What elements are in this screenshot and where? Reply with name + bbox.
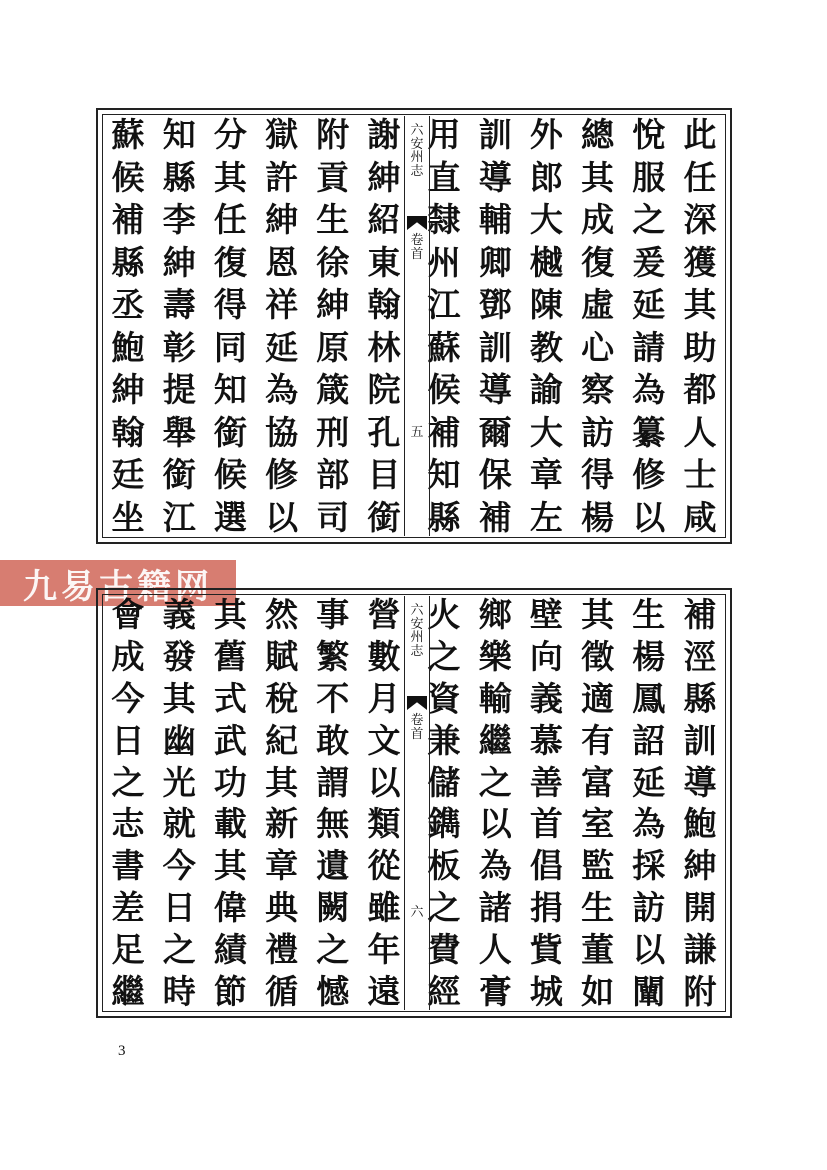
character: 其: [683, 285, 717, 325]
character: 獄: [265, 115, 299, 154]
character: 直: [427, 157, 461, 197]
character: 以: [632, 497, 666, 537]
character: 兼: [427, 720, 461, 760]
right-half-leaf-5: [424, 115, 720, 537]
character: 繁: [316, 636, 350, 676]
character: 紳: [683, 846, 717, 886]
character: 翰: [367, 285, 401, 325]
character: 紹: [367, 200, 401, 240]
text-column: [364, 115, 404, 537]
character: 章: [265, 846, 299, 886]
character: 義: [529, 678, 563, 718]
character: 典: [265, 888, 299, 928]
character: 新: [265, 804, 299, 844]
book-title: [405, 124, 429, 179]
character: 大: [529, 200, 563, 240]
character: 訓: [478, 327, 512, 367]
character: 鐫: [427, 804, 461, 844]
character: 孔: [367, 412, 401, 452]
character: 然: [265, 595, 299, 634]
character: 儲: [427, 762, 461, 802]
page-block-bottom: [96, 588, 732, 1018]
fish-tail-mark-icon: [407, 696, 427, 710]
character: 卷: [410, 713, 424, 728]
character: 延: [632, 285, 666, 325]
character: 其: [581, 595, 615, 634]
character: 涇: [683, 636, 717, 676]
character: 義: [162, 595, 196, 634]
character: 有: [581, 720, 615, 760]
character: 陳: [529, 285, 563, 325]
text-column: [262, 595, 302, 1011]
character: 賦: [265, 636, 299, 676]
character: 之: [632, 200, 666, 240]
character: 獲: [683, 242, 717, 282]
character: 修: [632, 455, 666, 495]
character: 此: [683, 115, 717, 154]
character: 延: [632, 762, 666, 802]
character: 卷: [410, 233, 424, 248]
character: 訪: [581, 412, 615, 452]
character: 原: [316, 327, 350, 367]
character: 候: [111, 157, 145, 197]
character: 鮑: [111, 327, 145, 367]
character: 爾: [478, 412, 512, 452]
character: 郎: [529, 157, 563, 197]
character: 協: [265, 412, 299, 452]
character: 捐: [529, 888, 563, 928]
character: 成: [111, 636, 145, 676]
text-column: [313, 595, 353, 1011]
character: 日: [162, 888, 196, 928]
character: 東: [367, 242, 401, 282]
character: 縣: [162, 157, 196, 197]
book-title: [405, 604, 429, 659]
character: 鮑: [683, 804, 717, 844]
character: 刑: [316, 412, 350, 452]
character: 其: [213, 595, 247, 634]
character: 倡: [529, 846, 563, 886]
character: 文: [367, 720, 401, 760]
character: 鄉: [478, 595, 512, 634]
character: 知: [427, 455, 461, 495]
character: 鳳: [632, 678, 666, 718]
character: 州: [410, 150, 424, 166]
watermark: 九易古籍网: [0, 560, 236, 606]
character: 今: [111, 678, 145, 718]
character: 紳: [316, 285, 350, 325]
character: 紳: [265, 200, 299, 240]
character: 樾: [529, 242, 563, 282]
character: 選: [213, 497, 247, 537]
character: 復: [213, 242, 247, 282]
character: 之: [478, 762, 512, 802]
character: 李: [162, 200, 196, 240]
character: 銜: [162, 455, 196, 495]
character: 院: [367, 370, 401, 410]
character: 城: [529, 971, 563, 1011]
character: 江: [427, 285, 461, 325]
character: 適: [581, 678, 615, 718]
character: 費: [427, 930, 461, 969]
character: 候: [213, 455, 247, 495]
character: 訓: [683, 720, 717, 760]
character: 丞: [111, 285, 145, 325]
character: 徐: [316, 242, 350, 282]
text-column: [578, 595, 618, 1011]
character: 善: [529, 762, 563, 802]
text-column: [680, 115, 720, 537]
character: 時: [162, 971, 196, 1011]
character: 彰: [162, 327, 196, 367]
character: 無: [316, 804, 350, 844]
character: 徵: [581, 636, 615, 676]
character: 以: [478, 804, 512, 844]
character: 向: [529, 636, 563, 676]
character: 式: [213, 678, 247, 718]
character: 為: [478, 846, 512, 886]
character: 類: [367, 804, 401, 844]
character: 壽: [162, 285, 196, 325]
character: 經: [427, 971, 461, 1011]
character: 月: [367, 678, 401, 718]
character: 其: [162, 678, 196, 718]
character: 州: [410, 630, 424, 646]
character: 補: [683, 595, 717, 634]
character: 監: [581, 846, 615, 886]
character: 稅: [265, 678, 299, 718]
character: 銜: [213, 412, 247, 452]
character: 志: [410, 163, 424, 179]
character: 六: [410, 603, 424, 618]
character: 富: [581, 762, 615, 802]
character: 教: [529, 327, 563, 367]
character: 火: [427, 595, 461, 634]
character: 林: [367, 327, 401, 367]
character: 士: [683, 455, 717, 495]
character: 恩: [265, 242, 299, 282]
character: 詔: [632, 720, 666, 760]
character: 循: [265, 971, 299, 1011]
left-half-leaf-5: [108, 115, 404, 537]
center-fold-column: [404, 116, 430, 536]
text-column: [680, 595, 720, 1011]
character: 生: [316, 200, 350, 240]
character: 知: [162, 115, 196, 154]
character: 之: [111, 762, 145, 802]
character: 卿: [478, 242, 512, 282]
character: 服: [632, 157, 666, 197]
character: 縣: [111, 242, 145, 282]
character: 導: [683, 762, 717, 802]
fish-tail-mark-icon: [407, 216, 427, 230]
character: 蘇: [111, 115, 145, 154]
text-column: [159, 115, 199, 537]
character: 董: [581, 930, 615, 969]
character: 其: [213, 157, 247, 197]
character: 紳: [367, 157, 401, 197]
character: 壁: [529, 595, 563, 634]
character: 年: [367, 930, 401, 969]
character: 闡: [632, 971, 666, 1011]
character: 復: [581, 242, 615, 282]
character: 翰: [111, 412, 145, 452]
character: 以: [367, 762, 401, 802]
character: 偉: [213, 888, 247, 928]
character: 目: [367, 455, 401, 495]
character: 補: [478, 497, 512, 537]
character: 銜: [367, 497, 401, 537]
character: 箴: [316, 370, 350, 410]
text-column: [424, 595, 464, 1011]
character: 得: [581, 455, 615, 495]
character: 事: [316, 595, 350, 634]
character: 祥: [265, 285, 299, 325]
character: 之: [427, 888, 461, 928]
character: 附: [316, 115, 350, 154]
character: 其: [213, 846, 247, 886]
character: 請: [632, 327, 666, 367]
character: 之: [316, 930, 350, 969]
character: 武: [213, 720, 247, 760]
character: 纂: [632, 412, 666, 452]
character: 左: [529, 497, 563, 537]
character: 以: [265, 497, 299, 537]
character: 功: [213, 762, 247, 802]
leaf-number: 五: [410, 425, 424, 440]
character: 績: [213, 930, 247, 969]
character: 室: [581, 804, 615, 844]
character: 會: [111, 595, 145, 634]
character: 謂: [316, 762, 350, 802]
character: 幽: [162, 720, 196, 760]
character: 之: [427, 636, 461, 676]
character: 助: [683, 327, 717, 367]
character: 延: [265, 327, 299, 367]
volume-label: [405, 234, 429, 261]
character: 首: [529, 804, 563, 844]
left-half-leaf-6: [108, 595, 404, 1011]
character: 都: [683, 370, 717, 410]
character: 其: [581, 157, 615, 197]
character: 營: [367, 595, 401, 634]
volume-label: [405, 714, 429, 741]
text-column: [210, 115, 250, 537]
text-column: [108, 595, 148, 1011]
text-column: [262, 115, 302, 537]
character: 生: [632, 595, 666, 634]
character: 補: [111, 200, 145, 240]
character: 部: [316, 455, 350, 495]
character: 分: [213, 115, 247, 154]
character: 節: [213, 971, 247, 1011]
character: 之: [162, 930, 196, 969]
page-block-top: [96, 108, 732, 544]
character: 知: [213, 370, 247, 410]
character: 紳: [111, 370, 145, 410]
character: 保: [478, 455, 512, 495]
character: 板: [427, 846, 461, 886]
character: 導: [478, 370, 512, 410]
character: 悅: [632, 115, 666, 154]
character: 附: [683, 971, 717, 1011]
character: 為: [265, 370, 299, 410]
character: 遠: [367, 971, 401, 1011]
character: 江: [162, 497, 196, 537]
character: 提: [162, 370, 196, 410]
character: 樂: [478, 636, 512, 676]
character: 縣: [683, 678, 717, 718]
character: 貢: [316, 157, 350, 197]
character: 禮: [265, 930, 299, 969]
character: 訓: [478, 115, 512, 154]
character: 隸: [427, 200, 461, 240]
character: 發: [162, 636, 196, 676]
character: 採: [632, 846, 666, 886]
character: 雖: [367, 888, 401, 928]
character: 為: [632, 804, 666, 844]
character: 繼: [111, 971, 145, 1011]
character: 慕: [529, 720, 563, 760]
character: 章: [529, 455, 563, 495]
character: 差: [111, 888, 145, 928]
text-column: [526, 595, 566, 1011]
character: 生: [581, 888, 615, 928]
character: 司: [316, 497, 350, 537]
character: 闕: [316, 888, 350, 928]
character: 任: [683, 157, 717, 197]
character: 人: [478, 930, 512, 969]
character: 志: [111, 804, 145, 844]
character: 紀: [265, 720, 299, 760]
page-number: 3: [118, 1043, 126, 1059]
character: 不: [316, 678, 350, 718]
text-column: [475, 595, 515, 1011]
character: 廷: [111, 455, 145, 495]
character: 補: [427, 412, 461, 452]
text-column: [578, 115, 618, 537]
character: 首: [410, 726, 424, 742]
leaf-number: 六: [410, 905, 424, 920]
character: 敢: [316, 720, 350, 760]
character: 其: [265, 762, 299, 802]
character: 書: [111, 846, 145, 886]
character: 許: [265, 157, 299, 197]
character: 志: [410, 643, 424, 659]
character: 開: [683, 888, 717, 928]
character: 以: [632, 930, 666, 969]
character: 資: [427, 678, 461, 718]
character: 足: [111, 930, 145, 969]
character: 從: [367, 846, 401, 886]
character: 貲: [529, 930, 563, 969]
character: 大: [529, 412, 563, 452]
character: 今: [162, 846, 196, 886]
character: 外: [529, 115, 563, 154]
character: 察: [581, 370, 615, 410]
character: 坐: [111, 497, 145, 537]
right-half-leaf-6: [424, 595, 720, 1011]
character: 任: [213, 200, 247, 240]
character: 修: [265, 455, 299, 495]
character: 舉: [162, 412, 196, 452]
character: 輸: [478, 678, 512, 718]
character: 同: [213, 327, 247, 367]
character: 諭: [529, 370, 563, 410]
character: 成: [581, 200, 615, 240]
character: 舊: [213, 636, 247, 676]
character: 咸: [683, 497, 717, 537]
character: 導: [478, 157, 512, 197]
character: 縣: [427, 497, 461, 537]
text-column: [475, 115, 515, 537]
character: 心: [581, 327, 615, 367]
character: 光: [162, 762, 196, 802]
character: 六: [410, 123, 424, 138]
text-column: [526, 115, 566, 537]
character: 就: [162, 804, 196, 844]
character: 深: [683, 200, 717, 240]
text-column: [159, 595, 199, 1011]
text-column: [629, 595, 669, 1011]
character: 遺: [316, 846, 350, 886]
character: 輔: [478, 200, 512, 240]
character: 爰: [632, 242, 666, 282]
text-column: [364, 595, 404, 1011]
character: 首: [410, 246, 424, 262]
character: 楊: [581, 497, 615, 537]
character: 膏: [478, 971, 512, 1011]
character: 為: [632, 370, 666, 410]
character: 紳: [162, 242, 196, 282]
text-column: [424, 115, 464, 537]
character: 人: [683, 412, 717, 452]
character: 虛: [581, 285, 615, 325]
character: 憾: [316, 971, 350, 1011]
character: 安: [410, 136, 424, 152]
character: 日: [111, 720, 145, 760]
character: 候: [427, 370, 461, 410]
character: 得: [213, 285, 247, 325]
character: 諸: [478, 888, 512, 928]
text-column: [210, 595, 250, 1011]
character: 楊: [632, 636, 666, 676]
character: 訪: [632, 888, 666, 928]
text-column: [313, 115, 353, 537]
character: 載: [213, 804, 247, 844]
character: 謙: [683, 930, 717, 969]
character: 數: [367, 636, 401, 676]
character: 如: [581, 971, 615, 1011]
character: 總: [581, 115, 615, 154]
center-fold-column: [404, 596, 430, 1010]
text-column: [108, 115, 148, 537]
character: 州: [427, 242, 461, 282]
character: 用: [427, 115, 461, 154]
character: 謝: [367, 115, 401, 154]
character: 鄧: [478, 285, 512, 325]
character: 安: [410, 616, 424, 632]
text-column: [629, 115, 669, 537]
character: 蘇: [427, 327, 461, 367]
character: 繼: [478, 720, 512, 760]
